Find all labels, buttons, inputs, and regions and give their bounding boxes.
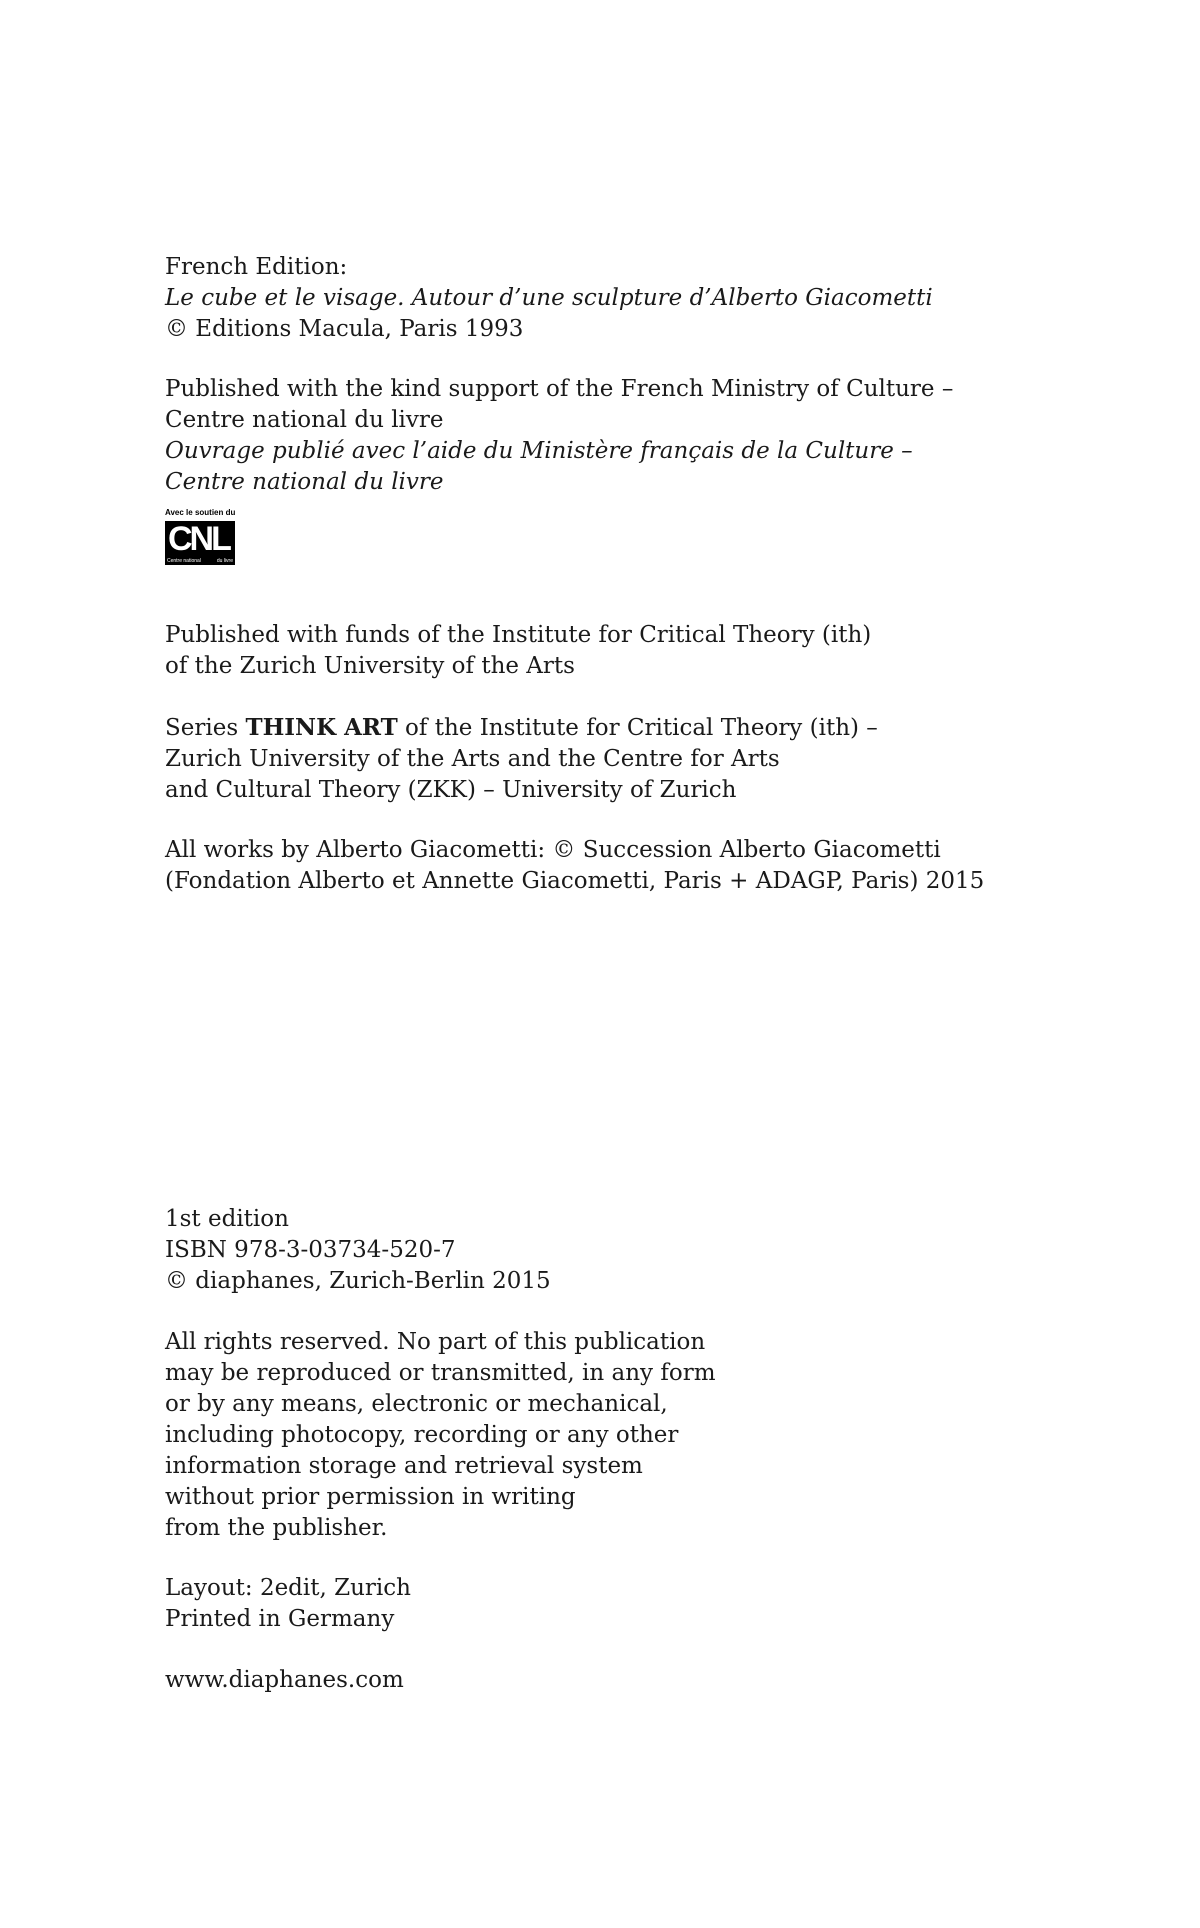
series-line-3: and Cultural Theory (ZKK) – University of Zurich xyxy=(165,777,737,803)
works-line-2: (Fondation Alberto et Annette Giacometti, Paris + ADAGP, Paris) 2015 xyxy=(165,868,985,894)
funds-line-2: of the Zurich University of the Arts xyxy=(165,653,575,679)
series-prefix: Series xyxy=(165,715,246,741)
rights-line: from the publisher. xyxy=(165,1515,388,1541)
support-line-4: Centre national du livre xyxy=(165,469,444,495)
rights-line: without prior permission in writing xyxy=(165,1484,576,1510)
rights-line: All rights reserved. No part of this publication xyxy=(165,1329,706,1355)
printed-in: Printed in Germany xyxy=(165,1606,395,1632)
edition-block xyxy=(165,1204,1065,1297)
edition-line-1: 1st edition xyxy=(165,1206,289,1232)
website-url: www.diaphanes.com xyxy=(165,1667,404,1693)
funds-line-1: Published with funds of the Institute for Critical Theory (ith) xyxy=(165,622,872,648)
rights-block xyxy=(165,1327,1065,1544)
cnl-logo xyxy=(165,508,239,568)
funds-block xyxy=(165,620,1065,682)
series-name: THINK ART xyxy=(245,714,398,741)
cnl-logo-sub-right: du livre xyxy=(216,558,233,564)
support-line-2: Centre national du livre xyxy=(165,407,444,433)
french-edition-title: Le cube et le visage. Autour d’une sculpture d’Alberto Giacometti xyxy=(165,285,933,311)
layout-credit: Layout: 2edit, Zurich xyxy=(165,1575,411,1601)
series-block xyxy=(165,712,1065,806)
production-block xyxy=(165,1573,1065,1635)
french-edition-block xyxy=(165,252,1065,345)
isbn: ISBN 978-3-03734-520-7 xyxy=(165,1237,456,1263)
series-line-2: Zurich University of the Arts and the Centre for Arts xyxy=(165,746,780,772)
rights-line: information storage and retrieval system xyxy=(165,1453,643,1479)
cnl-logo-caption: Avec le soutien du xyxy=(165,508,236,517)
french-edition-copyright: © Editions Macula, Paris 1993 xyxy=(165,316,524,342)
series-line-1 xyxy=(165,712,1065,744)
works-block xyxy=(165,835,1065,897)
cnl-logo-letters: CNL xyxy=(168,520,229,558)
website-block xyxy=(165,1665,1065,1696)
rights-line: may be reproduced or transmitted, in any form xyxy=(165,1360,716,1386)
works-line-1: All works by Alberto Giacometti: © Succession Alberto Giacometti xyxy=(165,837,941,863)
rights-line: or by any means, electronic or mechanical, xyxy=(165,1391,668,1417)
cnl-logo-box xyxy=(165,521,235,565)
rights-line: including photocopy, recording or any other xyxy=(165,1422,679,1448)
support-line-3: Ouvrage publié avec l’aide du Ministère français de la Culture – xyxy=(165,438,913,464)
support-block xyxy=(165,374,1065,498)
cnl-logo-subtitle xyxy=(167,558,233,564)
series-line-1-rest: of the Institute for Critical Theory (ith) – xyxy=(397,715,878,741)
support-line-1: Published with the kind support of the French Ministry of Culture – xyxy=(165,376,954,402)
cnl-logo-sub-left: Centre national xyxy=(167,558,201,564)
edition-copyright: © diaphanes, Zurich-Berlin 2015 xyxy=(165,1268,551,1294)
french-edition-label: French Edition: xyxy=(165,254,348,280)
